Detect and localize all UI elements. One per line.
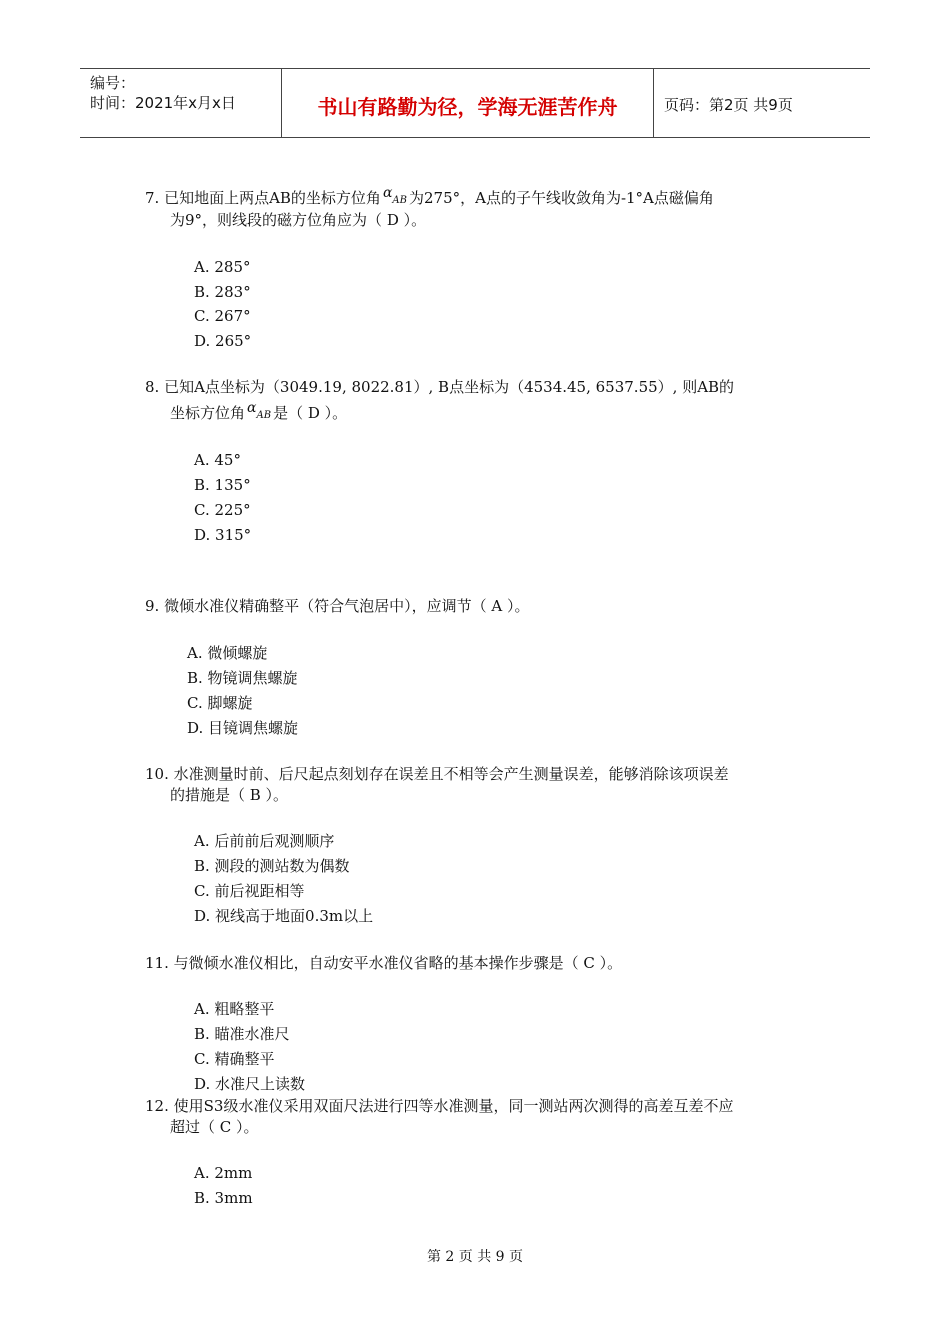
question-10-line-1: 10. 水准测量时前、后尺起点刻划存在误差且不相等会产生测量误差，能够消除该项误差 (145, 765, 729, 783)
q11-option-a: A. 粗略整平 (194, 1000, 275, 1018)
q8-option-d: D. 315° (194, 526, 252, 544)
question-7-line-2: 为9°，则线段的磁方位角应为（ D ）。 (170, 211, 427, 229)
doc-date-label: 时间：2021年x月x日 (90, 94, 236, 112)
header-page-info: 页码：第2页 共9页 (664, 95, 793, 114)
q9-option-b: B. 物镜调焦螺旋 (187, 669, 298, 687)
q11-option-b: B. 瞄准水准尺 (194, 1025, 290, 1043)
question-9-line-1: 9. 微倾水准仪精确整平（符合气泡居中），应调节（ A ）。 (145, 597, 530, 615)
q11-option-d: D. 水准尺上读数 (194, 1075, 306, 1093)
q12-option-b: B. 3mm (194, 1189, 253, 1207)
doc-number-label: 编号： (90, 74, 136, 92)
alpha-subscript: AB (392, 195, 407, 206)
q8-option-c: C. 225° (194, 501, 251, 519)
question-12-line-2: 超过（ C ）。 (170, 1118, 259, 1136)
q10-option-a: A. 后前前后观测顺序 (194, 832, 335, 850)
alpha-subscript: AB (256, 410, 272, 421)
q12-option-a: A. 2mm (194, 1164, 253, 1182)
q7-option-a: A. 285° (194, 258, 251, 276)
q8-option-a: A. 45° (194, 451, 241, 469)
question-8-line-1: 8. 已知A点坐标为（3049.19, 8022.81）, B点坐标为（4534.45, 6537.55）, 则AB的 (145, 378, 735, 396)
question-7-line-1 (145, 185, 714, 211)
q7-option-b: B. 283° (194, 283, 251, 301)
page-header (80, 68, 870, 138)
q10-option-b: B. 测段的测站数为偶数 (194, 857, 350, 875)
q9-option-c: C. 脚螺旋 (187, 694, 253, 712)
q11-option-c: C. 精确整平 (194, 1050, 275, 1068)
header-motto: 书山有路勤为径，学海无涯苦作舟 (282, 69, 654, 137)
q8-text-post: 是（ D ）。 (273, 404, 348, 422)
question-12-line-1: 12. 使用S3级水准仪采用双面尺法进行四等水准测量，同一测站两次测得的高差互差不应 (145, 1097, 734, 1115)
q7-option-d: D. 265° (194, 332, 252, 350)
q7-text-pre: 7. 已知地面上两点AB的坐标方位角 (145, 189, 381, 207)
question-11-line-1: 11. 与微倾水准仪相比，自动安平水准仪省略的基本操作步骤是（ C ）。 (145, 954, 623, 972)
q9-option-d: D. 目镜调焦螺旋 (187, 719, 299, 737)
q10-option-d: D. 视线高于地面0.3m以上 (194, 907, 374, 925)
question-8-line-2 (170, 400, 348, 426)
q10-option-c: C. 前后视距相等 (194, 882, 305, 900)
q7-option-c: C. 267° (194, 307, 251, 325)
q7-text-post: 为275°，A点的子午线收敛角为-1°A点磁偏角 (408, 189, 714, 207)
q8-option-b: B. 135° (194, 476, 251, 494)
header-left-cell (80, 69, 282, 137)
question-10-line-2: 的措施是（ B ）。 (170, 786, 289, 804)
alpha-symbol: α (382, 185, 393, 201)
q9-option-a: A. 微倾螺旋 (187, 644, 268, 662)
page-footer: 第 2 页 共 9 页 (426, 1249, 524, 1265)
alpha-symbol: α (247, 400, 257, 416)
q8-text-pre: 坐标方位角 (170, 404, 246, 422)
